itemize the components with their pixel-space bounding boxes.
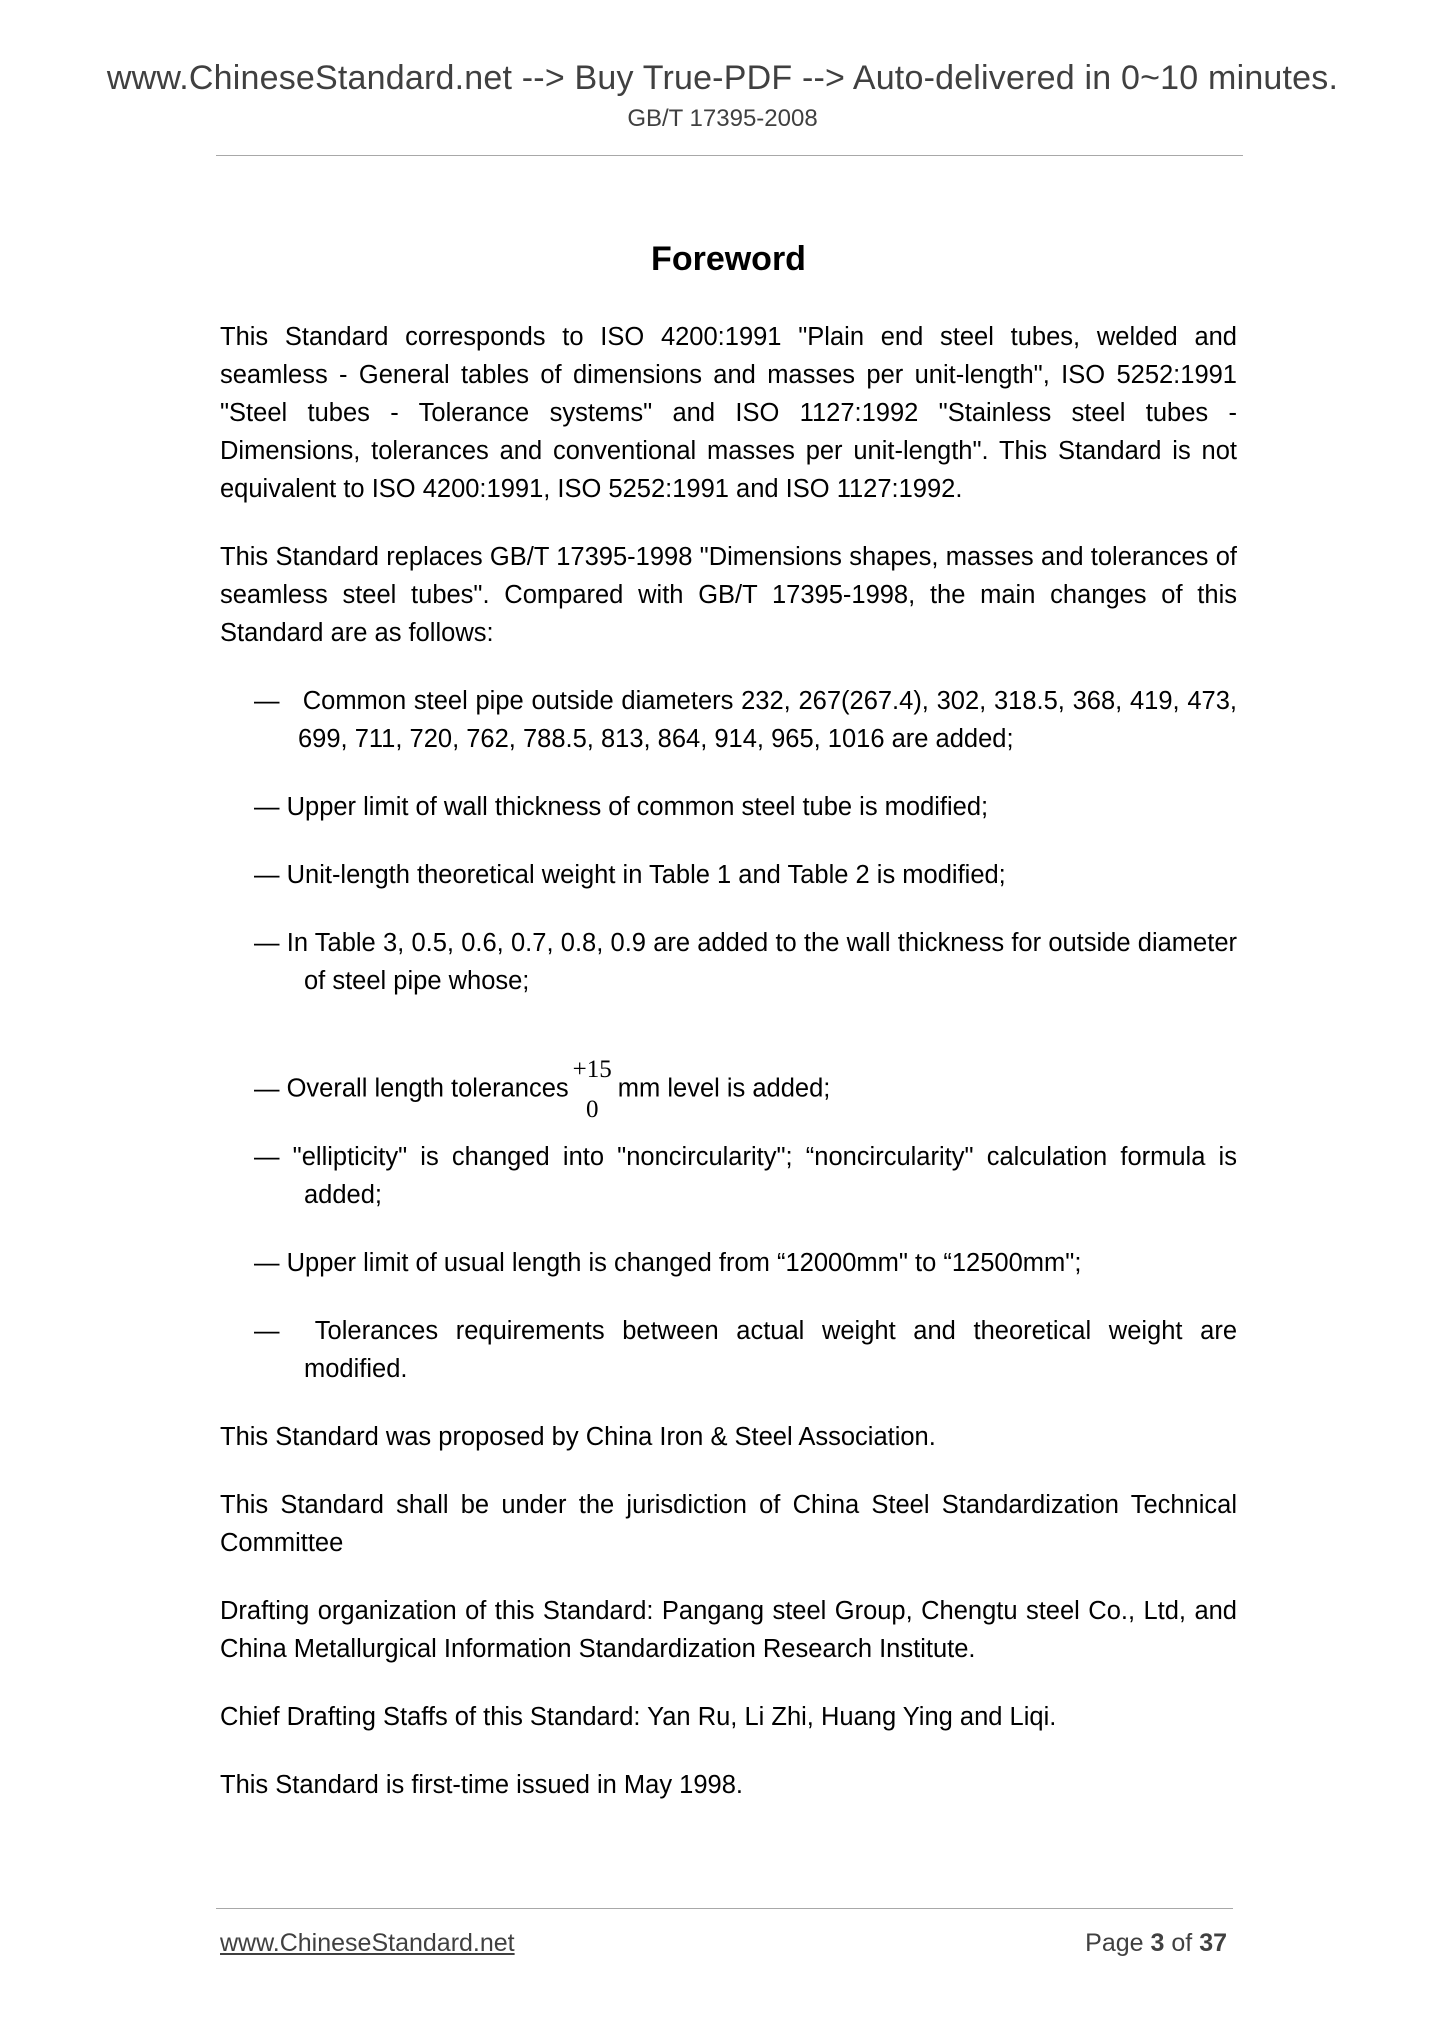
page-of: of	[1171, 1929, 1193, 1957]
closing-paragraph: This Standard was proposed by China Iron & Steel Association.	[220, 1423, 936, 1451]
change-text: Unit-length theoretical weight in Table 1 and Table 2 is modified;	[286, 861, 1006, 889]
closing-paragraph: Chief Drafting Staffs of this Standard: Yan Ru, Li Zhi, Huang Ying and Liqi.	[220, 1703, 1057, 1731]
document-body	[220, 236, 1237, 1834]
standard-code: GB/T 17395-2008	[627, 105, 818, 132]
page-total: 37	[1199, 1929, 1227, 1957]
change-item	[254, 924, 1237, 1000]
page-header	[0, 56, 1445, 136]
page-number	[1085, 1926, 1227, 1960]
footer-website-link[interactable]: www.ChineseStandard.net	[220, 1929, 515, 1957]
intro-paragraph: This Standard corresponds to ISO 4200:1991 "Plain end steel tubes, welded and seamless - General tables of dimensions and masses per unit-length", ISO 5252:1991 "Steel tubes - Tolerance systems" and ISO 1127:1992 "Stainless steel tubes - Dimensions, tolerances and conventional masses per unit-length". This Standard is not equivalent to ISO 4200:1991, ISO 5252:1991 and ISO 1127:1992.	[220, 323, 1237, 503]
header-banner[interactable]: www.ChineseStandard.net --> Buy True-PDF --> Auto-delivered in 0~10 minutes.	[106, 59, 1339, 97]
dash-marker: —	[254, 929, 280, 957]
page-title: Foreword	[651, 240, 806, 278]
closing-paragraph: This Standard is first-time issued in May 1998.	[220, 1771, 743, 1799]
change-text: Tolerances requirements between actual weight and theoretical weight are modified.	[304, 1317, 1237, 1383]
change-item	[254, 1244, 1237, 1282]
dash-marker: —	[254, 861, 280, 889]
dash-marker: —	[254, 1074, 280, 1103]
change-text: Common steel pipe outside diameters 232, 267(267.4), 302, 318.5, 368, 419, 473, 699, 711, 720, 762, 788.5, 813, 864, 914, 965, 1016 are added;	[298, 687, 1237, 753]
dash-marker: —	[254, 1317, 280, 1345]
change-text: Upper limit of usual length is changed from “12000mm" to “12500mm";	[286, 1249, 1082, 1277]
intro-paragraph: This Standard replaces GB/T 17395-1998 "Dimensions shapes, masses and tolerances of seamless steel tubes". Compared with GB/T 17395-1998, the main changes of this Standard are as follows:	[220, 543, 1237, 647]
closing-paragraph: Drafting organization of this Standard: Pangang steel Group, Chengtu steel Co., Ltd, and China Metallurgical Information Standardization Research Institute.	[220, 1597, 1237, 1663]
tolerance-fraction	[573, 1050, 612, 1130]
change-text: "ellipticity" is changed into "noncircularity"; “noncircularity" calculation formula is added;	[292, 1143, 1237, 1209]
change-item	[254, 1312, 1237, 1388]
closing-paragraph: This Standard shall be under the jurisdiction of China Steel Standardization Technical Committee	[220, 1491, 1237, 1557]
dash-marker: —	[254, 1249, 280, 1277]
change-item-tolerance	[254, 1030, 1237, 1123]
header-divider	[216, 155, 1243, 156]
change-item	[254, 1138, 1237, 1214]
tolerance-upper: +15	[572, 1056, 612, 1083]
page-label: Page	[1085, 1929, 1144, 1957]
change-text: In Table 3, 0.5, 0.6, 0.7, 0.8, 0.9 are added to the wall thickness for outside diameter of steel pipe whose;	[286, 929, 1237, 995]
dash-marker: —	[254, 793, 280, 821]
change-item	[254, 856, 1237, 894]
change-item	[254, 788, 1237, 826]
change-item	[254, 682, 1237, 758]
dash-marker: —	[254, 687, 280, 715]
footer-divider	[216, 1908, 1233, 1909]
change-text: Upper limit of wall thickness of common steel tube is modified;	[286, 793, 989, 821]
tolerance-lower: 0	[585, 1096, 599, 1123]
tolerance-prefix: Overall length tolerances	[286, 1074, 569, 1103]
tolerance-suffix: mm level is added;	[617, 1074, 831, 1103]
page-current: 3	[1150, 1929, 1165, 1957]
dash-marker: —	[254, 1143, 280, 1171]
